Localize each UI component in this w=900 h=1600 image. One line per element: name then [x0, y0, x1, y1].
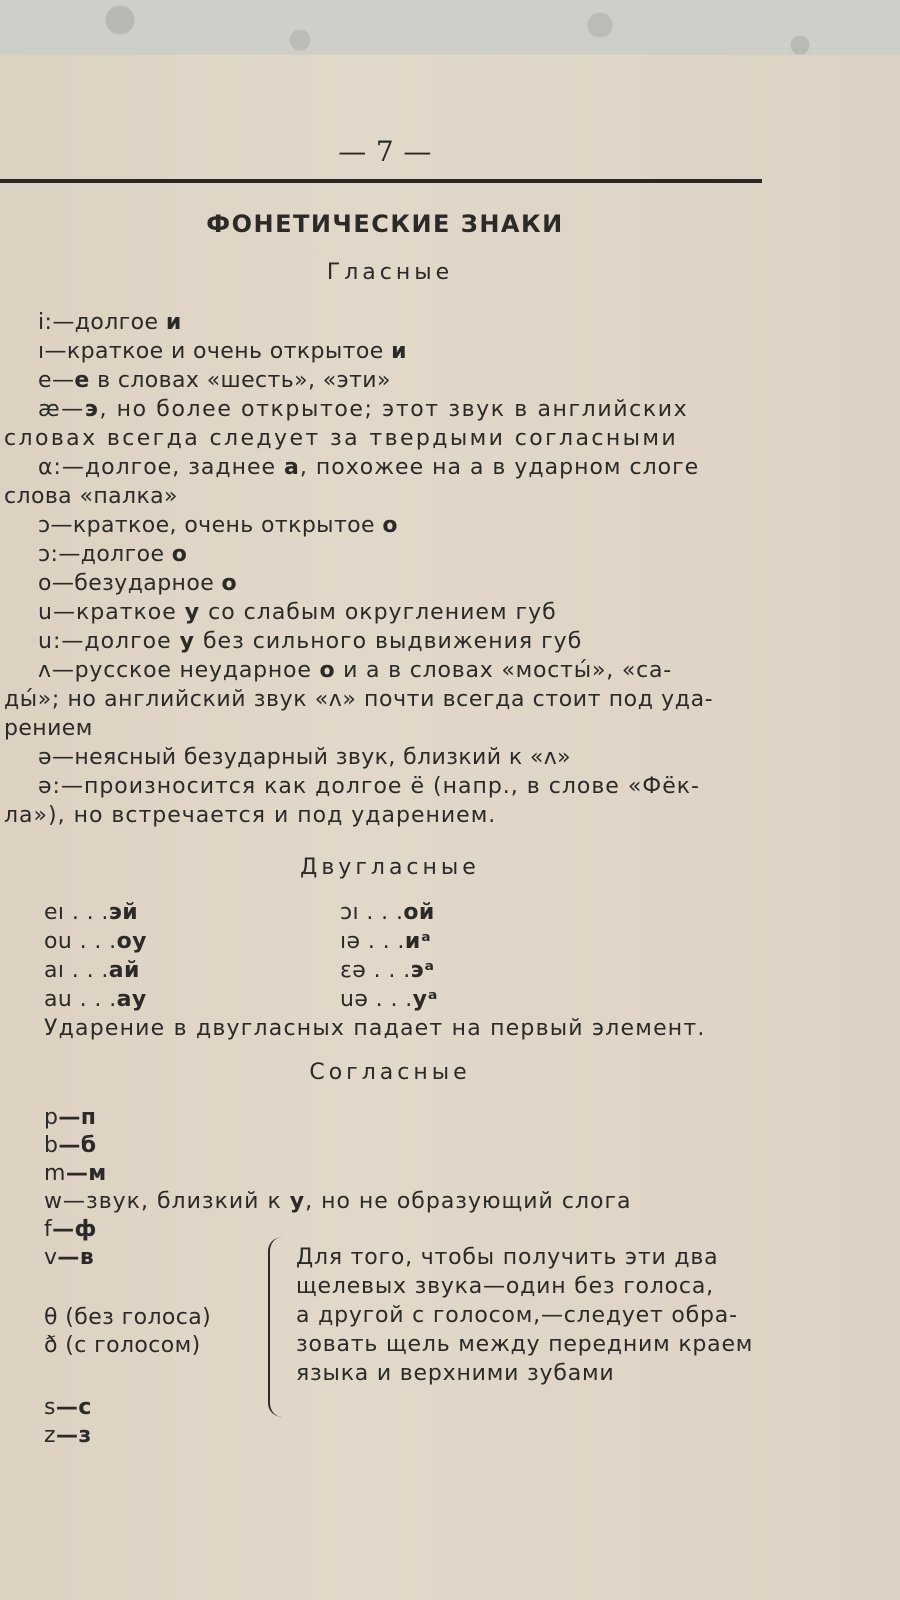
- vowel-line: o—безударное о: [38, 571, 238, 596]
- vowel-line: i:—долгое и: [38, 310, 182, 335]
- vowel-line: рением: [4, 716, 93, 741]
- diphthong-note: Ударение в двугласных падает на первый элемент.: [44, 1016, 706, 1041]
- diphthongs-heading: Двугласные: [300, 855, 480, 880]
- eth-label: ð (с голосом): [44, 1333, 201, 1358]
- vowel-line: u—краткое у со слабым округлением губ: [38, 600, 557, 625]
- vowel-line: ɔ:—долгое о: [38, 542, 188, 567]
- vowel-line: слова «палка»: [4, 484, 178, 509]
- diphthong-item: ıə . . .иᵃ: [340, 929, 432, 954]
- consonant-line: b—б: [44, 1133, 97, 1158]
- diphthong-item: ɔı . . .ой: [340, 900, 435, 925]
- vowel-line: словах всегда следует за твердыми согласными: [4, 426, 679, 451]
- vowel-line: ə:—произносится как долгое ё (напр., в слове «Фёк-: [38, 774, 700, 799]
- consonant-line: p—п: [44, 1105, 97, 1130]
- brace-note-line: зовать щель между передним краем: [296, 1332, 754, 1357]
- page-number: — 7 —: [338, 135, 432, 168]
- brace: [268, 1237, 288, 1417]
- vowel-line: α:—долгое, заднее а, похожее на а в ударном слоге: [38, 455, 700, 480]
- diphthong-item: au . . .ау: [44, 987, 147, 1012]
- vowel-line: æ—э, но более открытое; этот звук в английских: [38, 397, 689, 422]
- brace-note-line: Для того, чтобы получить эти два: [296, 1245, 719, 1270]
- consonant-line: f—ф: [44, 1217, 97, 1242]
- vowel-line: ə—неясный безударный звук, близкий к «ʌ»: [38, 745, 572, 770]
- brace-note-line: щелевых звука—один без голоса,: [296, 1274, 714, 1299]
- theta-label: θ (без голоса): [44, 1305, 212, 1330]
- brace-note-line: языка и верхними зубами: [296, 1361, 615, 1386]
- vowel-line: ды́»; но английский звук «ʌ» почти всегда стоит под уда-: [4, 687, 714, 712]
- page-title: ФОНЕТИЧЕСКИЕ ЗНАКИ: [206, 210, 564, 238]
- brace-note-line: а другой с голосом,—следует обра-: [296, 1303, 738, 1328]
- consonant-line: s—с: [44, 1395, 92, 1420]
- vowel-line: ʌ—русское неударное о и а в словах «мосты́», «са-: [38, 658, 672, 683]
- diphthong-item: ou . . .оу: [44, 929, 147, 954]
- diphthong-item: εə . . .эᵃ: [340, 958, 435, 983]
- vowel-line: u:—долгое у без сильного выдвижения губ: [38, 629, 583, 654]
- consonant-line: z—з: [44, 1423, 92, 1448]
- header-rule: [0, 179, 762, 183]
- diphthong-item: uə . . .уᵃ: [340, 987, 438, 1012]
- vowel-line: ɔ—краткое, очень открытое о: [38, 513, 398, 538]
- consonants-heading: Согласные: [309, 1060, 471, 1085]
- consonant-line: m—м: [44, 1161, 107, 1186]
- vowel-line: ла»), но встречается и под ударением.: [4, 803, 497, 828]
- diphthong-item: eı . . .эй: [44, 900, 139, 925]
- consonant-line: w—звук, близкий к у, но не образующий слога: [44, 1189, 632, 1214]
- vowel-line: ı—краткое и очень открытое и: [38, 339, 407, 364]
- book-page: [0, 55, 900, 1600]
- consonant-line: v—в: [44, 1245, 95, 1270]
- diphthong-item: aı . . .ай: [44, 958, 140, 983]
- vowels-heading: Гласные: [326, 260, 454, 285]
- vowel-line: e—е в словах «шесть», «эти»: [38, 368, 391, 393]
